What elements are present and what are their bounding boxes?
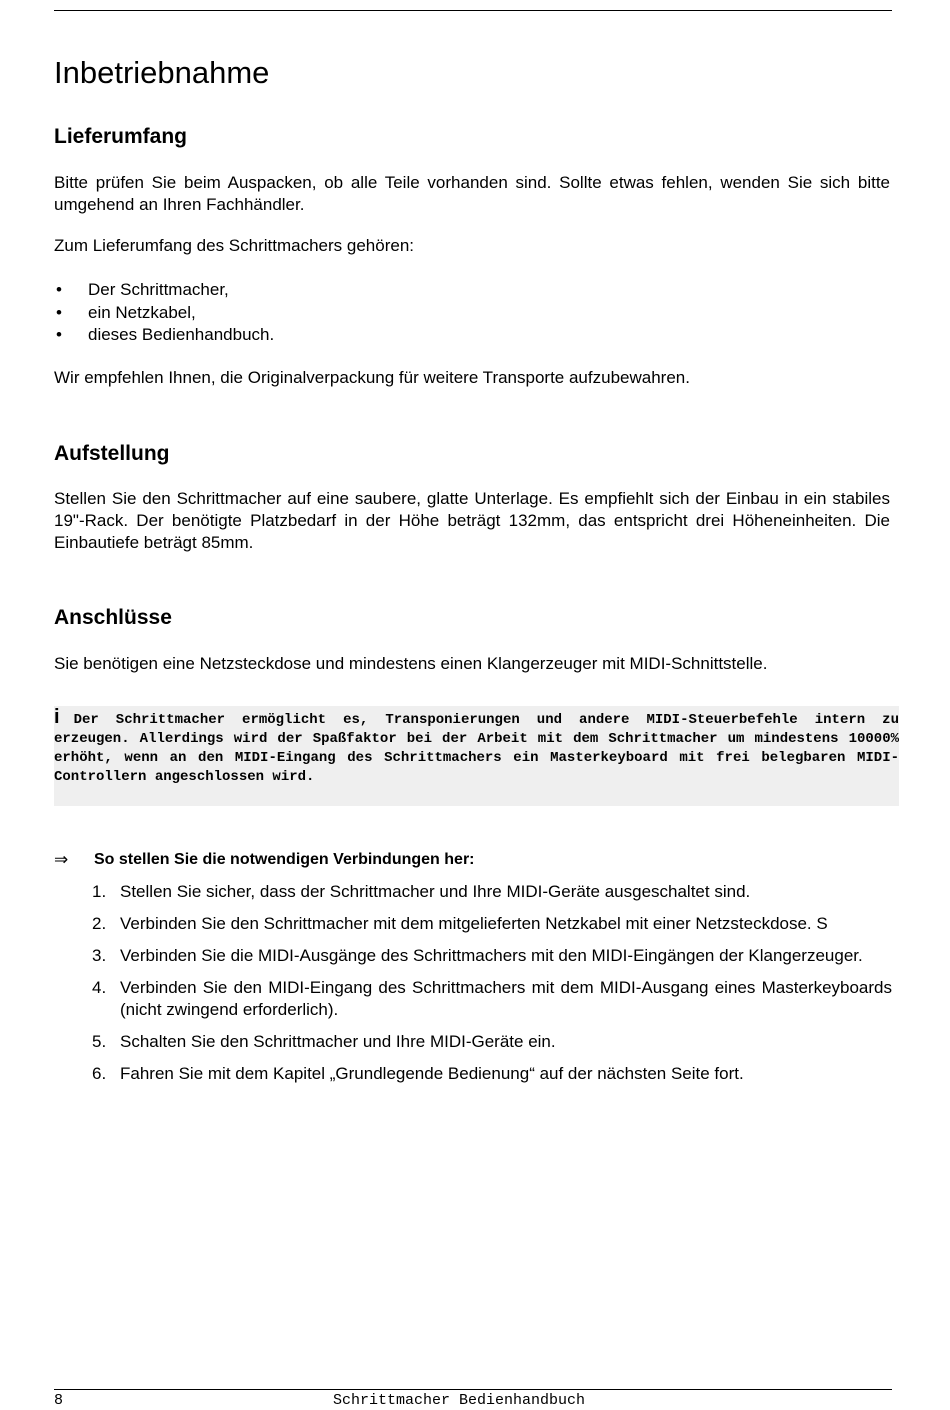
info-note — [54, 706, 899, 806]
paragraph-anschluesse: Sie benötigen eine Netzsteckdose und mindestens einen Klangerzeuger mit MIDI-Schnittstelle. — [54, 654, 768, 673]
step-text: Schalten Sie den Schrittmacher und Ihre MIDI-Geräte ein. — [120, 1032, 556, 1051]
step-number: 6. — [92, 1064, 107, 1083]
paragraph-lieferumfang-intro: Bitte prüfen Sie beim Auspacken, ob alle Teile vorhanden sind. Sollte etwas fehlen, wenden Sie sich bitte umgehend an Ihren Fachhändler. — [54, 173, 890, 214]
step-item — [92, 977, 892, 1021]
paragraph-lieferumfang-outro: Wir empfehlen Ihnen, die Originalverpackung für weitere Transporte aufzubewahren. — [54, 368, 690, 387]
heading-aufstellung: Aufstellung — [54, 442, 170, 465]
bullet-icon: • — [56, 280, 62, 299]
list-item: • Der Schrittmacher, — [54, 279, 274, 302]
paragraph-aufstellung: Stellen Sie den Schrittmacher auf eine saubere, glatte Unterlage. Es empfiehlt sich der Einbau in ein stabiles 19"-Rack. Der benötigte Platzbedarf in der Höhe beträgt 132mm, das entspricht drei Höheneinheiten. Die Einbautiefe beträgt 85mm. — [54, 489, 890, 552]
delivery-list — [54, 279, 274, 347]
procedure-steps — [92, 881, 892, 1095]
header-rule — [54, 10, 892, 11]
step-number: 5. — [92, 1032, 107, 1051]
step-item — [92, 1031, 892, 1053]
info-icon: i — [54, 706, 60, 728]
step-text: Stellen Sie sicher, dass der Schrittmacher und Ihre MIDI-Geräte ausgeschaltet sind. — [120, 882, 751, 901]
page-number: 8 — [54, 1392, 64, 1409]
step-number: 1. — [92, 882, 107, 901]
list-item: • dieses Bedienhandbuch. — [54, 324, 274, 347]
step-number: 2. — [92, 914, 107, 933]
bullet-icon: • — [56, 325, 62, 344]
step-number: 3. — [92, 946, 107, 965]
heading-anschluesse: Anschlüsse — [54, 606, 172, 629]
footer-document-title: Schrittmacher Bedienhandbuch — [333, 1392, 586, 1409]
paragraph-list-intro: Zum Lieferumfang des Schrittmachers gehören: — [54, 236, 415, 255]
step-text: Fahren Sie mit dem Kapitel „Grundlegende Bedienung“ auf der nächsten Seite fort. — [120, 1064, 744, 1083]
procedure-label: So stellen Sie die notwendigen Verbindungen her: — [94, 851, 475, 868]
info-note-text: Der Schrittmacher ermöglicht es, Transponierungen und andere MIDI-Steuerbefehle intern zu erzeugen. Allerdings wird der Spaßfaktor bei der Arbeit mit dem Schrittmacher um mindestens 10000% erhöht, wenn an den MIDI-Eingang des Schrittmachers ein Masterkeyboard mit frei belegbaren MIDI-Controllern angeschlossen wird. — [54, 712, 899, 785]
bullet-icon: • — [56, 302, 62, 322]
step-text: Verbinden Sie die MIDI-Ausgänge des Schrittmachers mit den MIDI-Eingängen der Klangerzeuger. — [120, 946, 863, 965]
step-number: 4. — [92, 978, 107, 997]
step-text: Verbinden Sie den MIDI-Eingang des Schrittmachers mit dem MIDI-Ausgang eines Masterkeyboards (nicht zwingend erforderlich). — [120, 978, 892, 1019]
heading-lieferumfang: Lieferumfang — [54, 125, 188, 148]
page-title: Inbetriebnahme — [54, 55, 270, 90]
list-item: • ein Netzkabel, — [54, 302, 274, 325]
step-text: Verbinden Sie den Schrittmacher mit dem mitgelieferten Netzkabel mit einer Netzsteckdose. S — [120, 914, 828, 933]
step-item — [92, 1063, 892, 1085]
step-item — [92, 881, 892, 903]
step-item — [92, 913, 892, 935]
footer-rule — [54, 1389, 892, 1390]
step-item — [92, 945, 892, 967]
arrow-right-icon: ⇒ — [54, 850, 69, 869]
